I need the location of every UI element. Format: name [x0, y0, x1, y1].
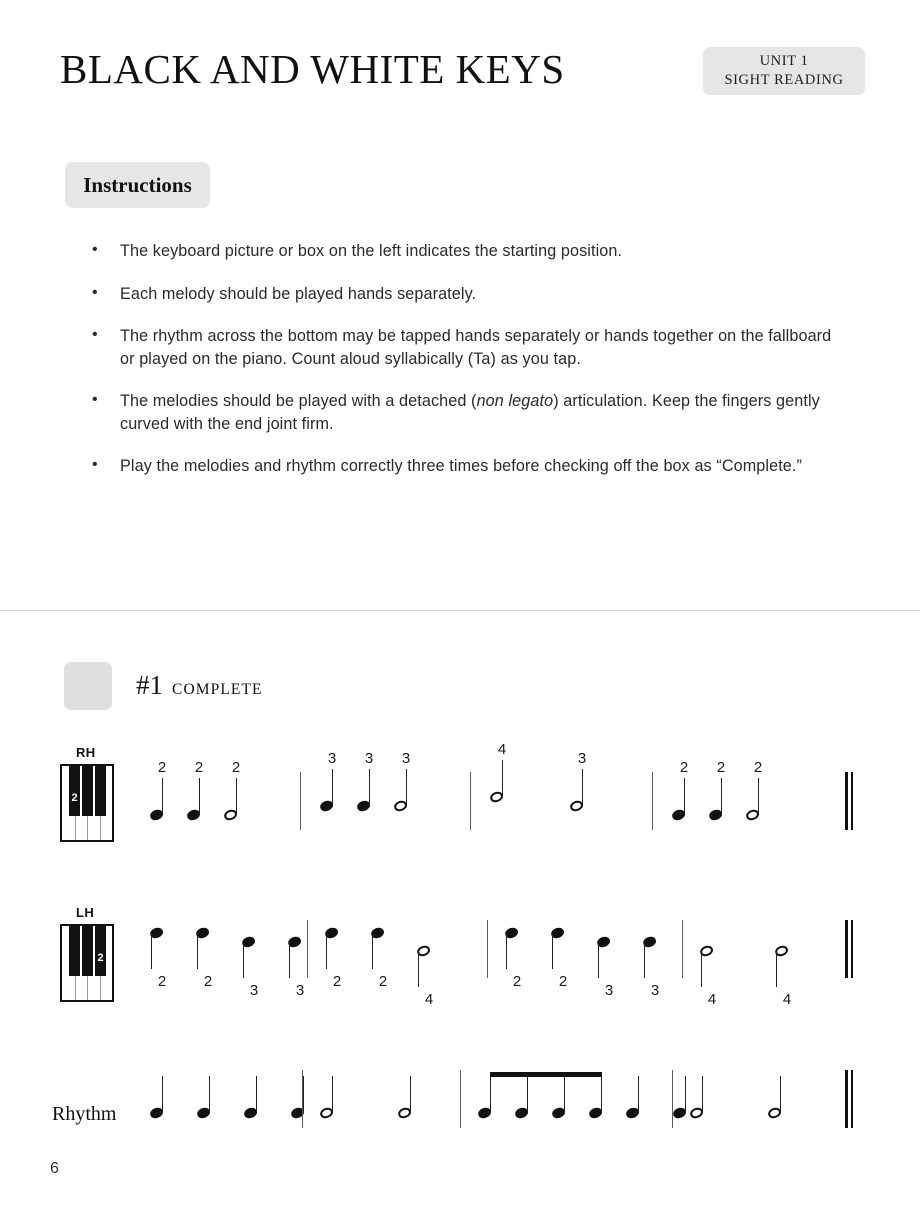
note-finger-number: 2: [753, 759, 763, 776]
barline: [307, 920, 308, 978]
barline: [672, 1070, 673, 1128]
note-stem: [332, 1076, 334, 1112]
note-finger-number: 3: [249, 982, 259, 999]
note-stem: [162, 1076, 164, 1112]
barline: [487, 920, 488, 978]
double-barline-stroke: [845, 1070, 848, 1128]
instruction-item: • The melodies should be played with a detached (non legato) articulation. Keep the fingers gently curved with the end joint firm.: [88, 390, 848, 435]
note-stem: [243, 942, 245, 978]
black-key: [69, 926, 80, 976]
note-stem: [332, 769, 334, 805]
note-finger-number: 2: [231, 759, 241, 776]
double-barline: [845, 772, 854, 830]
barline: [470, 772, 471, 830]
note-finger-number: 4: [497, 741, 507, 758]
exercise-number: #1: [136, 670, 163, 700]
note-stem: [552, 933, 554, 969]
instruction-list: [88, 240, 848, 498]
note-stem: [644, 942, 646, 978]
note-stem: [418, 951, 420, 987]
instruction-item: • The keyboard picture or box on the left indicates the starting position.: [88, 240, 848, 263]
note-finger-number: 2: [558, 973, 568, 990]
hand-label: LH: [76, 905, 95, 920]
note-finger-number: 4: [424, 991, 434, 1008]
note-stem: [326, 933, 328, 969]
note-stem: [780, 1076, 782, 1112]
black-key: [82, 766, 93, 816]
double-barline: [845, 1070, 854, 1128]
note-finger-number: 2: [716, 759, 726, 776]
barline: [652, 772, 653, 830]
barline: [682, 920, 683, 978]
black-key: [95, 766, 106, 816]
instruction-item: • The rhythm across the bottom may be tapped hands separately or hands together on the fallboard or played on the piano. Count aloud syllabically (Ta) as you tap.: [88, 325, 848, 370]
instructions-heading: Instructions: [65, 162, 210, 208]
barline: [300, 772, 301, 830]
note-stem: [256, 1076, 258, 1112]
note-stem: [162, 778, 164, 814]
double-barline-stroke: [851, 920, 854, 978]
note-stem: [684, 778, 686, 814]
keyboard-diagram: [60, 764, 114, 842]
note-stem: [197, 933, 199, 969]
note-stem: [490, 1076, 492, 1112]
unit-badge-line2: SIGHT READING: [724, 72, 844, 88]
rhythm-system: [0, 1070, 920, 1160]
note-stem: [638, 1076, 640, 1112]
note-stem: [502, 760, 504, 796]
unit-badge-line1: UNIT 1: [759, 53, 809, 69]
note-finger-number: 2: [157, 973, 167, 990]
complete-checkbox[interactable]: [64, 662, 112, 710]
note-stem: [721, 778, 723, 814]
note-stem: [369, 769, 371, 805]
note-stem: [527, 1076, 529, 1112]
note-finger-number: 2: [512, 973, 522, 990]
instruction-item: • Each melody should be played hands separately.: [88, 283, 848, 306]
instruction-item: • Play the melodies and rhythm correctly three times before checking off the box as “Complete.”: [88, 455, 848, 478]
unit-badge: [703, 47, 865, 95]
barline: [302, 1070, 303, 1128]
note-finger-number: 2: [157, 759, 167, 776]
note-stem: [236, 778, 238, 814]
note-finger-number: 4: [707, 991, 717, 1008]
note-finger-number: 2: [203, 973, 213, 990]
note-stem: [289, 942, 291, 978]
note-stem: [685, 1076, 687, 1112]
note-stem: [758, 778, 760, 814]
complete-label: COMPLETE: [172, 681, 263, 698]
note-finger-number: 3: [327, 750, 337, 767]
note-finger-number: 3: [604, 982, 614, 999]
hand-label: RH: [76, 745, 96, 760]
note-finger-number: 3: [295, 982, 305, 999]
double-barline: [845, 920, 854, 978]
page-number: 6: [50, 1160, 59, 1177]
double-barline-stroke: [851, 1070, 854, 1128]
note-finger-number: 2: [194, 759, 204, 776]
page-title: BLACK AND WHITE KEYS: [60, 46, 565, 92]
note-stem: [776, 951, 778, 987]
keyboard-diagram: [60, 924, 114, 1002]
note-finger-number: 3: [364, 750, 374, 767]
note-stem: [701, 951, 703, 987]
double-barline-stroke: [845, 920, 848, 978]
note-stem: [209, 1076, 211, 1112]
note-stem: [151, 933, 153, 969]
note-finger-number: 2: [378, 973, 388, 990]
exercise-label: [136, 670, 263, 701]
note-stem: [506, 933, 508, 969]
note-stem: [564, 1076, 566, 1112]
note-finger-number: 3: [650, 982, 660, 999]
left-hand-system: [0, 900, 920, 1030]
note-stem: [582, 769, 584, 805]
note-finger-number: 2: [679, 759, 689, 776]
eighth-note-beam: [490, 1072, 603, 1077]
keyboard-finger-number: 2: [71, 792, 78, 804]
rhythm-label: Rhythm: [52, 1103, 117, 1125]
barline: [460, 1070, 461, 1128]
black-key: [95, 926, 106, 976]
note-finger-number: 3: [401, 750, 411, 767]
note-stem: [598, 942, 600, 978]
note-stem: [410, 1076, 412, 1112]
note-stem: [372, 933, 374, 969]
note-stem: [406, 769, 408, 805]
keyboard-finger-number: 2: [97, 952, 104, 964]
note-stem: [199, 778, 201, 814]
section-divider: [0, 610, 920, 611]
note-finger-number: 3: [577, 750, 587, 767]
note-finger-number: 4: [782, 991, 792, 1008]
double-barline-stroke: [845, 772, 848, 830]
double-barline-stroke: [851, 772, 854, 830]
note-stem: [702, 1076, 704, 1112]
note-finger-number: 2: [332, 973, 342, 990]
note-stem: [601, 1076, 603, 1112]
right-hand-system: [0, 740, 920, 870]
black-key: [69, 766, 80, 816]
black-key: [82, 926, 93, 976]
